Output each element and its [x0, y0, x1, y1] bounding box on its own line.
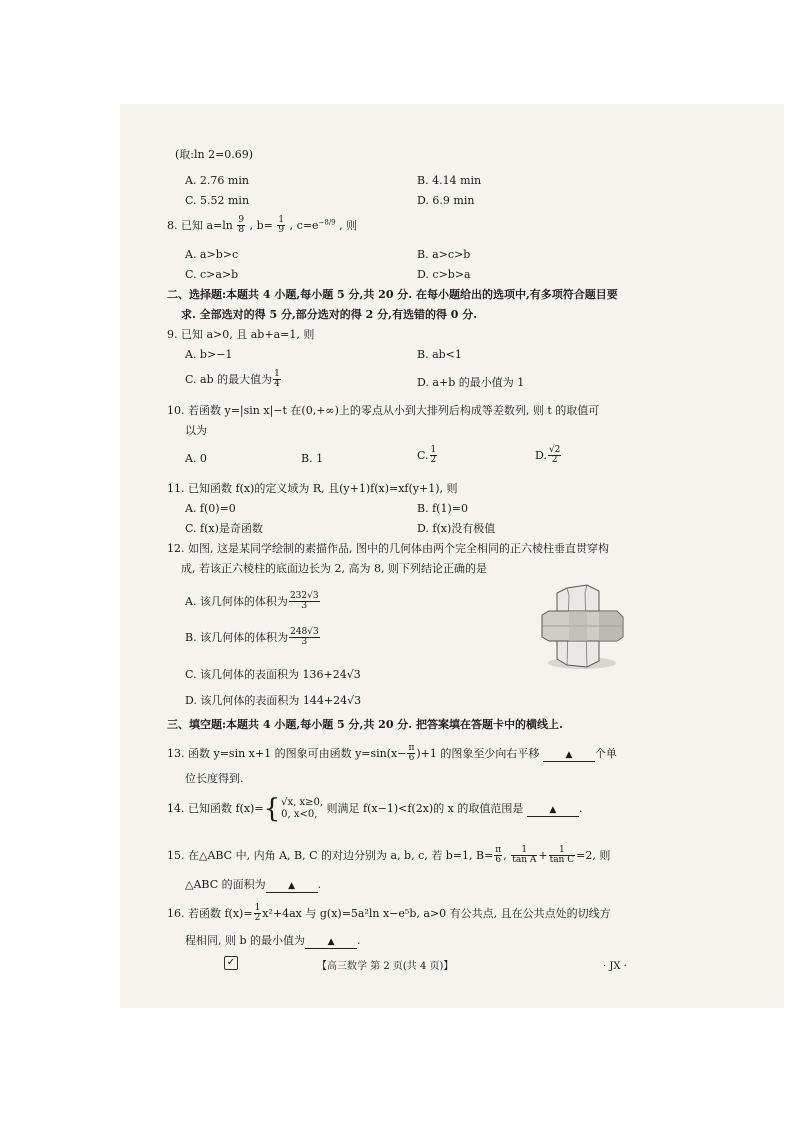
footer-code: · JX ·: [603, 961, 627, 972]
q7-option-d: D. 6.9 min: [417, 194, 475, 207]
q10-stem-cont: 以为: [185, 424, 207, 437]
footer-page-label: 【高三数学 第 2 页(共 4 页)】: [317, 961, 454, 972]
q8-stem: 8. 已知 a=ln $\frac{9}{8}$ , b= $\frac{1}{9}$ , $c=e^{-8/9}$ , 则: [167, 215, 358, 236]
q12-stem-cont: 成, 若该正六棱柱的底面边长为 2, 高为 8, 则下列结论正确的是: [181, 562, 487, 575]
q8-option-d: D. c>b>a: [417, 268, 471, 281]
q11-option-a: A. f(0)=0: [185, 502, 236, 515]
q12-option-b: B. 该几何体的体积为 $\frac{248√3}{3}$: [185, 627, 319, 648]
checkbox-icon: ✓: [224, 956, 238, 970]
q14-answer-blank: ▲: [527, 804, 579, 817]
q9-stem: 9. 已知 a>0, 且 ab+a=1, 则: [167, 328, 315, 341]
q10-option-b: B. 1: [301, 452, 324, 465]
q11-option-c: C. f(x)是奇函数: [185, 522, 263, 535]
q8-option-b: B. a>c>b: [417, 248, 471, 261]
hexagonal-prism-sketch-figure: [537, 583, 627, 673]
q12-option-c: C. 该几何体的表面积为 136+24√3: [185, 668, 361, 681]
q8-fraction-b: $\frac{1}{9}$: [278, 215, 285, 236]
q10-option-d: D. $\frac{√2}{2}$: [535, 445, 561, 466]
q9-option-c: C. ab 的最大值为 $\frac{1}{4}$: [185, 369, 280, 390]
q15-stem-cont: △ABC 的面积为 ▲ .: [185, 878, 321, 893]
q14-stem: 14. 已知函数 f(x)={ √x, x≥0, 0, x<0, 则满足 f(x−1)<f(2x)的 x 的取值范围是 ▲ .: [167, 794, 583, 824]
q8-option-a: A. a>b>c: [185, 248, 239, 261]
q12-option-d: D. 该几何体的表面积为 144+24√3: [185, 694, 362, 707]
q10-option-a: A. 0: [185, 452, 207, 465]
q13-stem: 13. 函数 y=sin x+1 的图象可由函数 y=sin(x− $\frac{\pi}{6}$ )+1 的图象至少向右平移 ▲ 个单: [167, 743, 617, 764]
q7-option-c: C. 5.52 min: [185, 194, 250, 207]
q13-answer-blank: ▲: [543, 749, 595, 762]
q9-option-d: D. a+b 的最小值为 1: [417, 376, 525, 389]
q8-fraction-a: $\frac{9}{8}$: [238, 215, 245, 236]
q12-stem: 12. 如图, 这是某同学绘制的素描作品, 图中的几何体由两个完全相同的正六棱柱垂直贯穿构: [167, 542, 609, 555]
q11-option-b: B. f(1)=0: [417, 502, 468, 515]
section2-heading-cont: 求. 全部选对的得 5 分,部分选对的得 2 分,有选错的得 0 分.: [181, 308, 478, 321]
q13-stem-cont: 位长度得到.: [185, 772, 244, 785]
q7-option-b: B. 4.14 min: [417, 174, 482, 187]
q15-answer-blank: ▲: [266, 880, 318, 893]
q7-option-a: A. 2.76 min: [185, 174, 249, 187]
section3-heading: 三、填空题:本题共 4 小题,每小题 5 分,共 20 分. 把答案填在答题卡中的横线上.: [167, 718, 563, 731]
q10-stem: 10. 若函数 y=|sin x|−t 在(0,+∞)上的零点从小到大排列后构成等差数列, 则 t 的取值可: [167, 404, 600, 417]
q12-option-a: A. 该几何体的体积为 $\frac{232√3}{3}$: [185, 591, 319, 612]
q11-stem: 11. 已知函数 f(x)的定义域为 R, 且(y+1)f(x)=xf(y+1), 则: [167, 482, 458, 495]
q16-stem: 16. 若函数 f(x)= $\frac{1}{2}$ x²+4ax 与 g(x)=5a²ln x−e⁵b, a>0 有公共点, 且在公共点处的切线方: [167, 903, 611, 924]
q7-note: (取:ln 2=0.69): [175, 148, 254, 161]
q8-option-c: C. c>a>b: [185, 268, 239, 281]
q9-option-a: A. b>−1: [185, 348, 233, 361]
q16-answer-blank: ▲: [305, 936, 357, 949]
q11-option-d: D. f(x)没有极值: [417, 522, 496, 535]
q9-option-b: B. ab<1: [417, 348, 462, 361]
q16-stem-cont: 程相同, 则 b 的最小值为 ▲ .: [185, 934, 361, 949]
q15-stem: 15. 在△ABC 中, 内角 A, B, C 的对边分别为 a, b, c, 若 b=1, B= $\frac{\pi}{6}$ , $\frac{1}{\text{tan A}}$ + $\frac{1}{\text{tan C}}$ =2, 则: [167, 845, 611, 866]
section2-heading: 二、选择题:本题共 4 小题,每小题 5 分,共 20 分. 在每小题给出的选项中,有多项符合题目要: [167, 288, 618, 301]
q10-option-c: C. $\frac{1}{2}$: [417, 445, 437, 466]
